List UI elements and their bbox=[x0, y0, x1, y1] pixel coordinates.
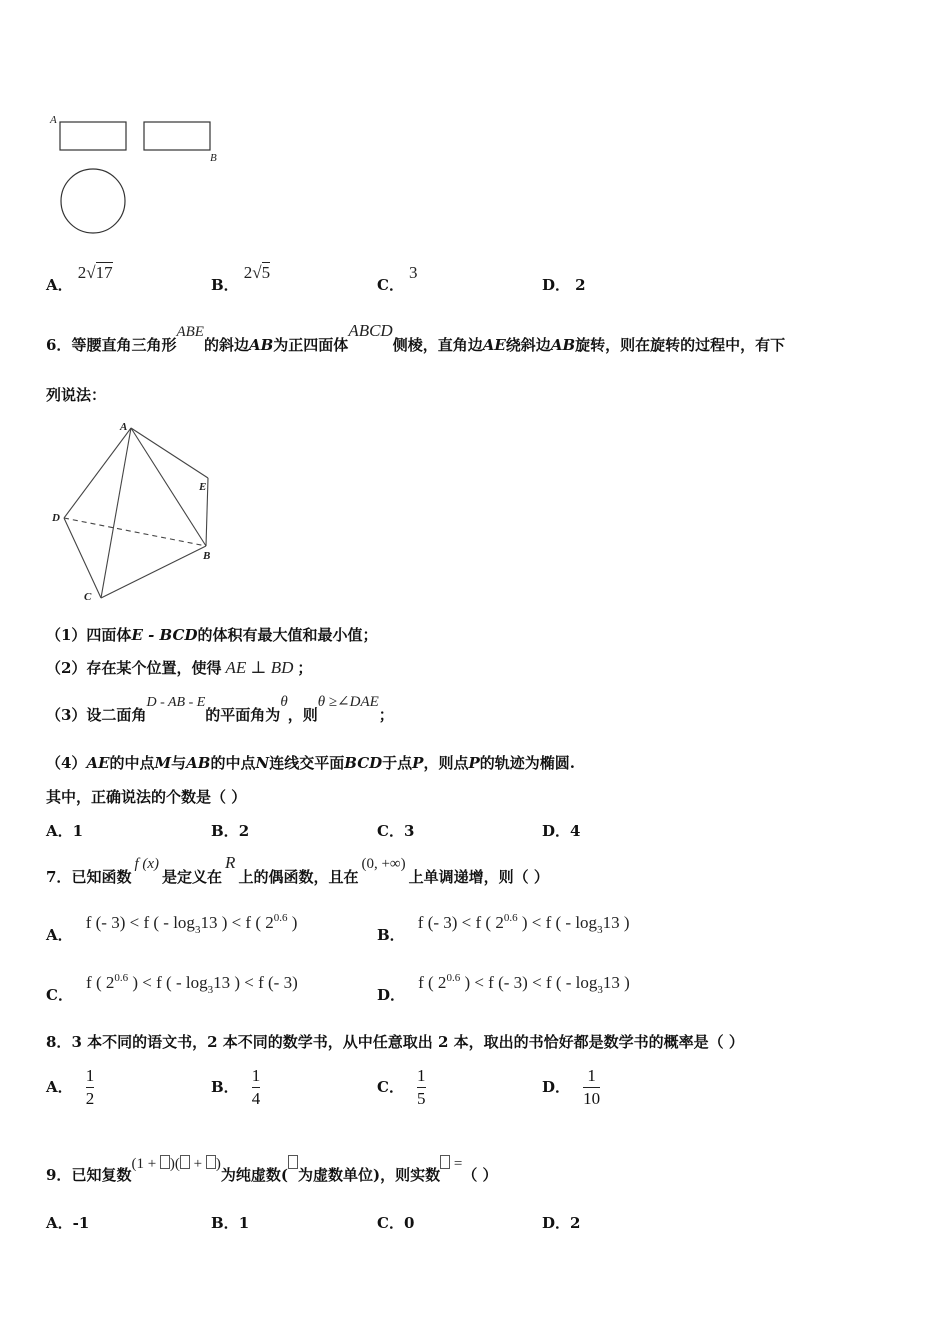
option-value: 2 bbox=[570, 1214, 581, 1232]
math-part: 13 ) < f (- 3) bbox=[213, 973, 298, 992]
q6-option-c[interactable] bbox=[377, 820, 414, 841]
q9-option-b[interactable] bbox=[211, 1212, 249, 1233]
math-part: ) < f ( - log bbox=[517, 913, 598, 932]
q6-option-d[interactable] bbox=[542, 820, 580, 841]
edge-dc bbox=[64, 518, 101, 598]
q7-option-c[interactable] bbox=[46, 972, 298, 1004]
question-number: 6． bbox=[46, 336, 72, 354]
math-part: )( bbox=[169, 1156, 180, 1172]
q6-stem-line1 bbox=[46, 320, 786, 354]
stem-ab: AB bbox=[550, 336, 576, 354]
q5-option-d[interactable] bbox=[542, 274, 586, 295]
q6-statement-1 bbox=[46, 624, 377, 645]
stem-text: 绕斜边 bbox=[505, 336, 551, 354]
q6-tetrahedron-figure bbox=[46, 418, 226, 608]
math-part: ) bbox=[287, 913, 298, 932]
fraction-bar bbox=[252, 1087, 261, 1088]
numerator: 1 bbox=[251, 1066, 261, 1085]
stem-text: 3 本不同的语文书，2 本不同的数学书，从中任意取出 2 本，取出的书恰好都是数学书的概率是（ ） bbox=[71, 1033, 744, 1051]
math-sup: 0.6 bbox=[114, 972, 129, 984]
math-abe: ABE bbox=[176, 324, 204, 340]
option-letter: B． bbox=[211, 822, 239, 840]
math-part: + bbox=[189, 1156, 206, 1172]
q9-option-d[interactable] bbox=[542, 1212, 580, 1233]
vertex-e: E bbox=[199, 481, 207, 493]
stem-text: 为纯虚数( bbox=[220, 1166, 288, 1184]
option-value: 3 bbox=[403, 822, 415, 840]
q8-option-c[interactable] bbox=[377, 1066, 426, 1109]
sqrt-value bbox=[244, 262, 270, 282]
math-part: (1 + bbox=[131, 1156, 160, 1172]
q6-statement-2 bbox=[46, 657, 312, 678]
option-letter: D． bbox=[377, 986, 406, 1004]
option-letter: C． bbox=[46, 986, 73, 1004]
option-letter: C． bbox=[377, 822, 404, 840]
option-letter: D． bbox=[542, 822, 571, 840]
math-sup: 0.6 bbox=[446, 972, 461, 984]
statement-text: 的平面角为 bbox=[205, 706, 281, 724]
missing-glyph-icon bbox=[288, 1155, 298, 1169]
q5-option-a[interactable] bbox=[46, 262, 113, 294]
math-part: ) < f (- 3) < f ( - log bbox=[460, 973, 598, 992]
statement-text: 与 bbox=[171, 754, 187, 772]
option-letter: A． bbox=[46, 822, 73, 840]
circle bbox=[61, 169, 125, 233]
question-number: 7． bbox=[46, 868, 72, 886]
q6-option-b[interactable] bbox=[211, 820, 249, 841]
option-math bbox=[417, 912, 630, 936]
math-part: f (- 3) < f ( - log bbox=[85, 913, 195, 932]
q6-option-a[interactable] bbox=[46, 820, 83, 841]
fraction-bar bbox=[583, 1087, 600, 1088]
option-letter: C． bbox=[377, 276, 404, 294]
option-letter: B． bbox=[211, 1214, 239, 1232]
q7-stem bbox=[46, 852, 549, 886]
vertex-c: C bbox=[84, 591, 92, 603]
q7-option-d[interactable] bbox=[377, 972, 630, 1004]
option-letter: B． bbox=[211, 276, 239, 294]
q8-option-d[interactable] bbox=[542, 1066, 600, 1109]
statement-text: 的中点 bbox=[109, 754, 155, 772]
numerator: 1 bbox=[417, 1066, 426, 1085]
q6-statement-4 bbox=[46, 752, 575, 773]
math-part: f ( 2 bbox=[86, 973, 115, 992]
math-sup: 0.6 bbox=[503, 912, 518, 924]
math-sub: 3 bbox=[597, 984, 603, 996]
fraction-bar bbox=[86, 1087, 95, 1088]
option-math bbox=[418, 972, 630, 996]
q5-option-c[interactable] bbox=[377, 262, 418, 294]
denominator: 5 bbox=[417, 1089, 426, 1108]
edge-ae bbox=[131, 428, 208, 478]
option-value: 4 bbox=[570, 822, 581, 840]
math-part: 13 ) bbox=[602, 913, 630, 932]
statement-math: P bbox=[412, 754, 424, 772]
statement-math: AE bbox=[86, 754, 110, 772]
math-abcd: ABCD bbox=[348, 321, 393, 340]
statement-math: N bbox=[255, 754, 270, 772]
option-letter: A． bbox=[46, 1214, 73, 1232]
option-letter: D． bbox=[542, 276, 571, 294]
missing-glyph-icon bbox=[180, 1155, 190, 1169]
denominator: 4 bbox=[251, 1089, 261, 1108]
radicand: 5 bbox=[261, 263, 271, 282]
option-value: 0 bbox=[403, 1214, 415, 1232]
statement-text: ，则点 bbox=[423, 754, 469, 772]
option-letter: D． bbox=[542, 1214, 571, 1232]
q9-option-c[interactable] bbox=[377, 1212, 414, 1233]
stem-ab: AB bbox=[248, 336, 274, 354]
option-letter: D． bbox=[542, 1078, 571, 1096]
stem-text: 上的偶函数，且在 bbox=[238, 868, 359, 886]
fraction bbox=[417, 1066, 426, 1109]
option-letter: A． bbox=[46, 926, 73, 944]
statement-math: M bbox=[154, 754, 172, 772]
statement-text: ，则 bbox=[287, 706, 318, 724]
stem-text: 已知函数 bbox=[71, 868, 132, 886]
statement-math: P bbox=[468, 754, 480, 772]
edge-ab bbox=[131, 428, 206, 546]
statement-text: 的体积有最大值和最小值； bbox=[197, 626, 378, 644]
math-sub: 3 bbox=[597, 924, 603, 936]
option-letter: A． bbox=[46, 1078, 73, 1096]
missing-glyph-icon bbox=[440, 1155, 450, 1169]
option-value: 3 bbox=[409, 263, 418, 282]
q6-stem-line2: 列说法： bbox=[46, 386, 107, 404]
missing-glyph-icon bbox=[160, 1155, 170, 1169]
statement-math: AB bbox=[186, 754, 211, 772]
math-complex bbox=[131, 1156, 220, 1172]
stem-text: 旋转，则在旋转的过程中，有下 bbox=[575, 336, 786, 354]
stem-text: 等腰直角三角形 bbox=[71, 336, 177, 354]
statement-math: BCD bbox=[344, 754, 383, 772]
math-r: R bbox=[225, 853, 236, 872]
option-value: -1 bbox=[72, 1214, 90, 1232]
missing-glyph-icon bbox=[206, 1155, 216, 1169]
q9-option-a[interactable] bbox=[46, 1212, 89, 1233]
denominator: 2 bbox=[85, 1089, 95, 1108]
option-value: 1 bbox=[238, 1214, 250, 1232]
math-part: 13 ) < f ( 2 bbox=[200, 913, 274, 932]
stem-ae: AE bbox=[482, 336, 506, 354]
fraction bbox=[86, 1066, 95, 1109]
option-value: 2 bbox=[238, 822, 250, 840]
math-interval: (0, +∞) bbox=[361, 856, 406, 872]
statement-math: θ bbox=[280, 694, 288, 710]
statement-text: （2）存在某个位置，使得 bbox=[46, 659, 222, 677]
q9-stem bbox=[46, 1152, 498, 1184]
q5-figure bbox=[46, 110, 236, 240]
statement-text: 的中点 bbox=[210, 754, 256, 772]
q7-option-b[interactable] bbox=[377, 912, 630, 944]
option-value: 2 bbox=[575, 276, 586, 294]
fraction bbox=[583, 1066, 600, 1109]
stem-text: 上单调递增，则（ ） bbox=[408, 868, 549, 886]
fraction bbox=[252, 1066, 261, 1109]
radical-sign: √ bbox=[252, 263, 262, 282]
q6-ask: 其中，正确说法的个数是（ ） bbox=[46, 788, 247, 806]
option-math bbox=[86, 972, 298, 996]
statement-text: 的轨迹为椭圆. bbox=[479, 754, 575, 772]
option-letter: C． bbox=[377, 1214, 404, 1232]
vertex-b: B bbox=[203, 550, 211, 562]
coef: 2 bbox=[243, 263, 253, 282]
rect-left bbox=[60, 122, 126, 150]
vertex-d: D bbox=[52, 512, 60, 524]
option-letter: C． bbox=[377, 1078, 404, 1096]
edge-ac bbox=[101, 428, 131, 598]
stem-text: 是定义在 bbox=[162, 868, 223, 886]
math-sup: 0.6 bbox=[273, 912, 288, 924]
vertex-a: A bbox=[120, 421, 128, 433]
coef: 2 bbox=[77, 263, 87, 282]
fraction-bar bbox=[417, 1087, 426, 1088]
q7-option-a[interactable] bbox=[46, 912, 298, 944]
rect-right bbox=[144, 122, 210, 150]
radicand: 17 bbox=[95, 263, 113, 282]
math-part: ) bbox=[215, 1156, 221, 1172]
math-sub: 3 bbox=[207, 984, 214, 996]
label-b: B bbox=[210, 152, 217, 164]
statement-text: 于点 bbox=[382, 754, 413, 772]
q5-option-b[interactable] bbox=[211, 262, 271, 294]
math-part: f (- 3) < f ( 2 bbox=[417, 913, 504, 932]
statement-text: ； bbox=[297, 659, 313, 677]
option-letter: A． bbox=[46, 276, 73, 294]
q8-option-b[interactable] bbox=[211, 1066, 260, 1109]
statement-text: （4） bbox=[46, 754, 87, 772]
option-math bbox=[85, 912, 298, 936]
statement-math: E - BCD bbox=[131, 626, 198, 644]
statement-text: 连线交平面 bbox=[269, 754, 345, 772]
math-part: f ( 2 bbox=[418, 973, 447, 992]
edge-db-dashed bbox=[64, 518, 206, 546]
statement-text: （3）设二面角 bbox=[46, 706, 147, 724]
statement-math: θ ≥∠DAE bbox=[317, 694, 379, 710]
sqrt-value bbox=[78, 262, 113, 282]
option-value: 1 bbox=[72, 822, 84, 840]
stem-text: （ ） bbox=[462, 1166, 498, 1184]
stem-text: 为虚数单位)，则实数 bbox=[298, 1166, 441, 1184]
statement-text: ； bbox=[378, 706, 394, 724]
label-a: A bbox=[50, 114, 57, 126]
question-number: 8． bbox=[46, 1033, 72, 1051]
q8-stem bbox=[46, 1031, 744, 1052]
radical-sign: √ bbox=[86, 263, 96, 282]
edge-cb bbox=[101, 546, 206, 598]
denominator: 10 bbox=[583, 1089, 601, 1108]
statement-math: D - AB - E bbox=[146, 695, 206, 710]
stem-text: 为正四面体 bbox=[273, 336, 349, 354]
numerator: 1 bbox=[85, 1066, 95, 1085]
math-equals: = bbox=[450, 1156, 463, 1172]
numerator: 1 bbox=[587, 1066, 596, 1085]
q6-statement-3 bbox=[46, 690, 394, 724]
option-letter: B． bbox=[377, 926, 405, 944]
math-sub: 3 bbox=[194, 924, 201, 936]
math-fx: f (x) bbox=[134, 856, 160, 872]
question-number: 9． bbox=[46, 1166, 72, 1184]
statement-text: （1）四面体 bbox=[46, 626, 132, 644]
stem-text: 已知复数 bbox=[71, 1166, 132, 1184]
math-part: 13 ) bbox=[602, 973, 630, 992]
option-letter: B． bbox=[211, 1078, 239, 1096]
statement-math: AE ⊥ BD bbox=[225, 658, 294, 677]
stem-text: 的斜边 bbox=[203, 336, 249, 354]
stem-text: 侧棱，直角边 bbox=[392, 336, 483, 354]
edge-ad bbox=[64, 428, 131, 518]
math-part: ) < f ( - log bbox=[128, 973, 208, 992]
q8-option-a[interactable] bbox=[46, 1066, 94, 1109]
